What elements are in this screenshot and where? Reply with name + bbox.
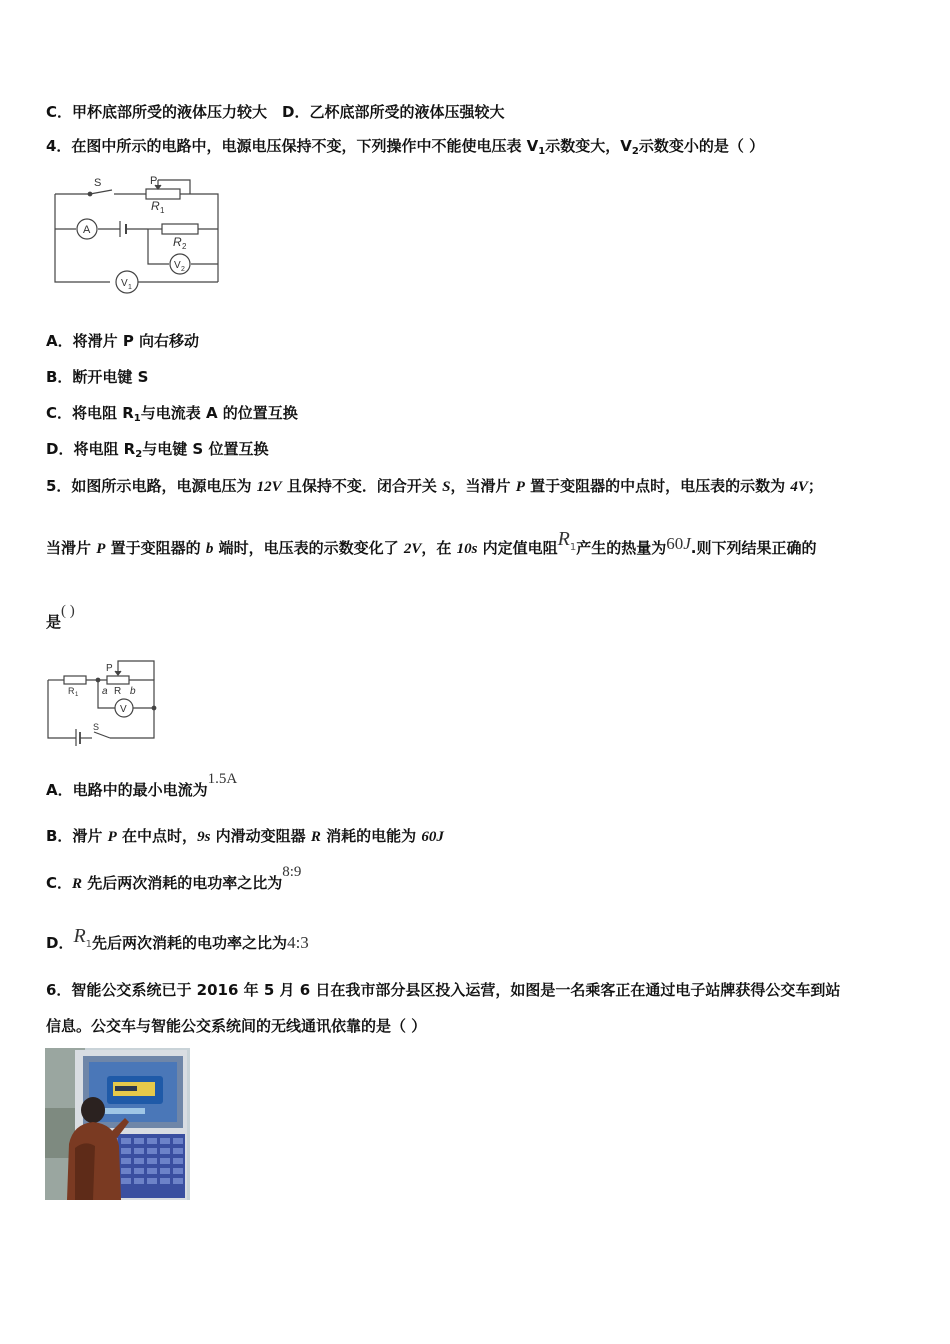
q4-stem-mid: 示数变大，V <box>545 137 632 155</box>
q4-fig-label-v1: V <box>121 278 128 289</box>
q5-text: 置于变阻器的中点时，电压表的示数为 <box>524 477 791 495</box>
q4-option-a: A．将滑片 P 向右移动 <box>46 332 200 350</box>
q5-option-d <box>46 925 309 963</box>
q6-photo-bus-stop-kiosk <box>45 1048 190 1200</box>
q4-fig-label-r1-sub: 1 <box>160 206 165 215</box>
q3-options-cd: C．甲杯底部所受的液体压力较大 D．乙杯底部所受的液体压强较大 <box>46 103 505 121</box>
q5-option-a-text: A．电路中的最小电流为 <box>46 781 208 799</box>
q5-option-c <box>46 864 302 894</box>
q5-text: 先后两次消耗的电功率之比为 <box>82 874 283 892</box>
q5-slider-symbol: P <box>107 829 117 845</box>
q4-option-c-sub: 1 <box>133 413 141 424</box>
q5-slider-symbol: P <box>96 541 106 557</box>
q5-text: 消耗的电能为 <box>320 827 422 845</box>
q4-option-c-pre: C．将电阻 R <box>46 404 134 422</box>
q4-fig-label-v1-sub: 1 <box>128 284 132 291</box>
q5-voltage: 12V <box>256 479 282 495</box>
q5-voltage-reading: 4V <box>790 479 808 495</box>
q6-stem-line2: 信息。公交车与智能公交系统间的无线通讯依靠的是（ ） <box>46 1017 427 1035</box>
q4-fig-label-r2: R <box>173 235 182 249</box>
q5-r1-symbol: R <box>73 925 86 947</box>
q5-stem-line1 <box>46 476 823 497</box>
q5-heat-unit: J <box>683 534 691 553</box>
q5-r1-sub: 1 <box>85 939 93 950</box>
q5-option-c-ratio: 8:9 <box>282 864 302 880</box>
q5-energy: 60J <box>421 829 444 845</box>
q5-text: 在中点时， <box>116 827 198 845</box>
q4-v1-sub: 1 <box>538 146 546 157</box>
q5-fig-label-a: a <box>102 686 108 697</box>
q4-circuit-diagram <box>50 170 230 298</box>
q5-text: ，当滑片 <box>450 477 516 495</box>
q4-fig-label-p: P <box>150 175 158 187</box>
q4-fig-label-v2: V <box>174 260 181 271</box>
q5-text: 且保持不变．闭合开关 <box>281 477 443 495</box>
q5-text: C． <box>46 874 73 892</box>
q5-text: 当滑片 <box>46 539 97 557</box>
q4-fig-label-s: S <box>94 177 102 189</box>
q5-option-b <box>46 826 444 847</box>
q5-r-symbol: R <box>310 829 321 845</box>
q5-text: 内滑动变阻器 <box>210 827 311 845</box>
q4-option-b: B．断开电键 S <box>46 368 149 386</box>
q5-text: 置于变阻器的 <box>105 539 206 557</box>
q5-option-a <box>46 771 238 801</box>
q4-option-d-pre: D．将电阻 R <box>46 440 136 458</box>
q5-time: 9s <box>197 829 211 845</box>
q5-end-symbol: b <box>205 541 214 557</box>
q5-option-a-value: 1.5A <box>207 771 238 787</box>
q5-circuit-diagram <box>44 656 159 746</box>
q5-time: 10s <box>456 541 478 557</box>
q5-text: 产生的热量为 <box>576 539 667 557</box>
q5-text: ； <box>807 477 823 495</box>
q5-stem-line3 <box>46 603 75 633</box>
q5-slider-symbol: P <box>515 479 525 495</box>
q4-fig-label-v2-sub: 2 <box>181 266 185 273</box>
q5-fig-label-r: R <box>114 686 122 697</box>
q5-option-d-ratio: 4:3 <box>287 933 309 952</box>
q5-stem-line2 <box>46 528 817 568</box>
q5-fig-label-p: P <box>106 663 113 674</box>
q5-heat-value: 60 <box>666 534 684 553</box>
q6-stem-line1: 6．智能公交系统已于 2016 年 5 月 6 日在我市部分县区投入运营，如图是一名乘客正在通过电子站牌获得公交车到站 <box>46 981 841 999</box>
q4-fig-label-r2-sub: 2 <box>182 242 187 251</box>
q5-fig-label-b: b <box>130 686 136 697</box>
q5-answer-blank: ( ) <box>61 603 75 619</box>
q5-fig-label-s: S <box>93 722 100 732</box>
q4-stem-pre: 4．在图中所示的电路中，电源电压保持不变，下列操作中不能使电压表 V <box>46 137 539 155</box>
q5-r1-sub: 1 <box>569 542 577 553</box>
q5-fig-label-v: V <box>120 704 127 715</box>
q4-option-c-post: 与电流表 A 的位置互换 <box>140 404 298 422</box>
q5-text: B．滑片 <box>46 827 108 845</box>
q5-text: ，在 <box>421 539 457 557</box>
q5-text: D． <box>46 934 74 952</box>
q5-text: 端时，电压表的示数变化了 <box>213 539 404 557</box>
q4-option-d <box>46 439 268 465</box>
q4-option-c <box>46 403 298 429</box>
q5-r-symbol: R <box>72 876 83 892</box>
q5-text: 是 <box>46 613 62 631</box>
q5-switch-symbol: S <box>442 479 451 495</box>
q4-fig-label-r1: R <box>151 199 160 213</box>
q5-text: 内定值电阻 <box>477 539 558 557</box>
q4-option-d-sub: 2 <box>135 449 143 460</box>
q5-text: 5．如图所示电路，电源电压为 <box>46 477 257 495</box>
q5-fig-label-r1-sub: 1 <box>75 692 79 698</box>
q5-fig-label-r1: R <box>68 686 75 696</box>
q5-text: .则下列结果正确的 <box>690 539 817 557</box>
q5-text: 先后两次消耗的电功率之比为 <box>92 934 288 952</box>
q4-fig-label-ammeter: A <box>83 224 91 236</box>
q5-voltage-change: 2V <box>403 541 422 557</box>
q4-option-d-post: 与电键 S 位置互换 <box>142 440 269 458</box>
q5-r1-symbol: R <box>557 528 570 550</box>
q4-stem-post: 示数变小的是（ ） <box>638 137 765 155</box>
q4-stem <box>46 136 764 162</box>
q4-v2-sub: 2 <box>631 146 639 157</box>
